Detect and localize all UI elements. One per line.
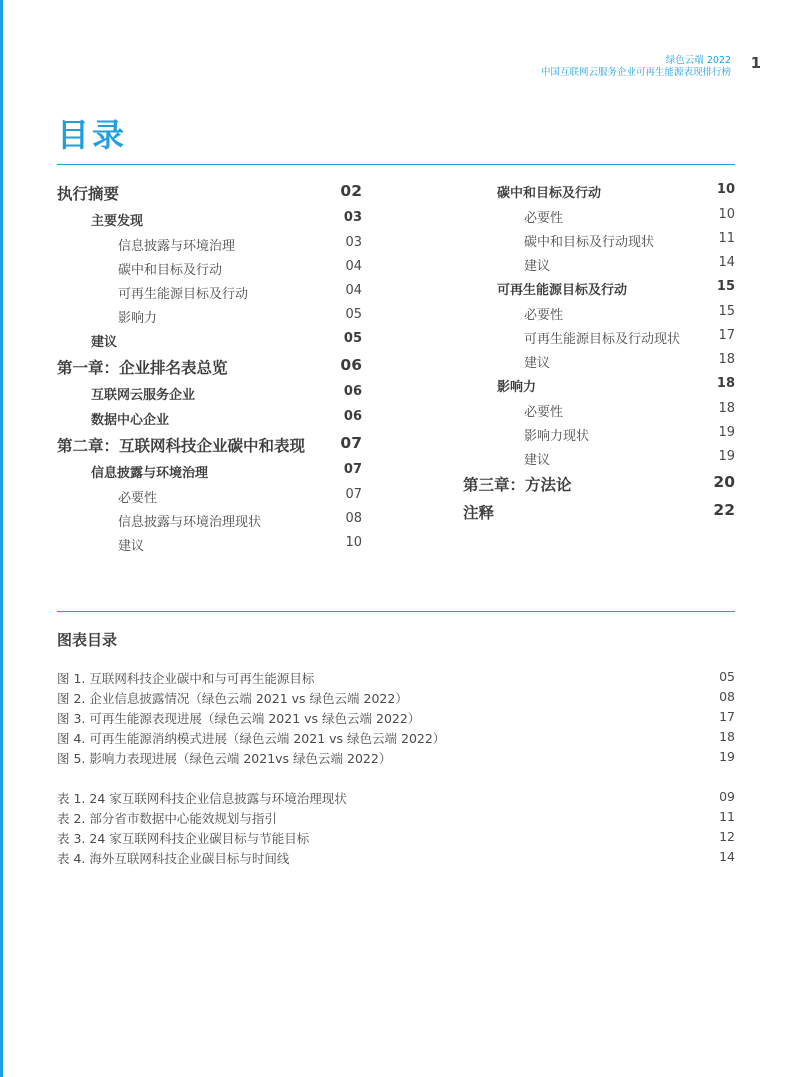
toc-entry[interactable] [463,373,735,398]
toc-entry-page: 10 [718,207,735,222]
figure-entry-label: 图 1. 互联网科技企业碳中和与可再生能源目标 [57,671,315,686]
toc-entry-label: 建议 [524,356,551,371]
toc-entry[interactable] [463,470,735,498]
toc-entry-label: 可再生能源目标及行动 [118,287,249,302]
toc-entry-label: 第一章：企业排名表总览 [57,359,228,377]
figure-entry[interactable] [57,747,735,767]
toc-entry-page: 05 [345,307,362,322]
toc-entry-label: 信息披露与环境治理现状 [118,515,262,530]
table-entry-label: 表 2. 部分省市数据中心能效规划与指引 [57,811,277,826]
toc-entry[interactable] [463,204,735,228]
toc-entry-label: 第三章：方法论 [463,476,572,494]
toc-entry-page: 15 [718,304,735,319]
toc-entry-page: 04 [345,283,362,298]
toc-entry[interactable] [57,508,362,532]
toc-entry[interactable] [57,256,362,280]
toc-entry[interactable] [57,207,362,232]
toc-entry-page: 15 [716,279,735,294]
toc-entry[interactable] [463,276,735,301]
figure-entry-page: 08 [719,689,735,704]
toc-entry-label: 建议 [524,259,551,274]
toc-entry-label: 建议 [91,335,118,350]
figure-list [57,667,735,767]
toc-entry[interactable] [463,325,735,349]
toc-entry-label: 碳中和目标及行动 [118,263,223,278]
toc-entry-page: 07 [345,487,362,502]
toc-entry-label: 建议 [524,453,551,468]
table-entry[interactable] [57,827,735,847]
toc-entry-page: 10 [345,535,362,550]
table-entry-label: 表 4. 海外互联网科技企业碳目标与时间线 [57,851,290,866]
table-list [57,787,735,867]
toc-entry-label: 互联网云服务企业 [91,388,196,403]
toc-entry-page: 11 [718,231,735,246]
toc-entry-page: 05 [343,331,362,346]
toc-entry-page: 03 [345,235,362,250]
toc-entry[interactable] [463,349,735,373]
toc-entry[interactable] [57,532,362,556]
table-entry[interactable] [57,807,735,827]
running-header [541,55,731,79]
toc-entry[interactable] [463,422,735,446]
toc-entry-page: 14 [718,255,735,270]
toc-entry-page: 10 [716,182,735,197]
title-divider [57,164,735,165]
toc-entry-page: 17 [718,328,735,343]
toc-entry-page: 19 [718,449,735,464]
toc-entry[interactable] [57,459,362,484]
toc-entry-page: 04 [345,259,362,274]
toc-entry-label: 碳中和目标及行动现状 [524,235,655,250]
figure-entry[interactable] [57,667,735,687]
toc-entry[interactable] [57,431,362,459]
toc-entry-label: 注释 [463,504,495,522]
toc-entry[interactable] [463,179,735,204]
left-edge-accent-bar [0,0,3,1077]
figure-entry[interactable] [57,727,735,747]
figure-entry-label: 图 5. 影响力表现进展（绿色云端 2021vs 绿色云端 2022） [57,751,392,766]
figure-entry-label: 图 3. 可再生能源表现进展（绿色云端 2021 vs 绿色云端 2022） [57,711,421,726]
toc-entry-label: 必要性 [118,491,158,506]
toc-entry[interactable] [57,406,362,431]
toc-entry[interactable] [463,446,735,470]
figure-entry-label: 图 4. 可再生能源消纳模式进展（绿色云端 2021 vs 绿色云端 2022） [57,731,446,746]
page-number: 1 [750,54,761,72]
toc-entry-label: 影响力 [118,311,158,326]
figure-entry-page: 05 [719,669,735,684]
toc-entry-label: 影响力 [497,380,537,395]
toc-entry-label: 执行摘要 [57,185,120,203]
toc-entry-page: 02 [340,182,362,200]
toc-entry[interactable] [57,328,362,353]
toc-entry[interactable] [57,353,362,381]
toc-entry[interactable] [463,301,735,325]
table-entry[interactable] [57,787,735,807]
toc-entry-page: 18 [718,401,735,416]
table-entry-page: 14 [719,849,735,864]
toc-entry[interactable] [57,304,362,328]
toc-entry-label: 影响力现状 [524,429,590,444]
toc-entry-label: 主要发现 [91,214,144,229]
toc-entry[interactable] [463,252,735,276]
toc-entry-page: 20 [713,473,735,491]
toc-entry-label: 数据中心企业 [91,413,170,428]
toc-entry[interactable] [463,398,735,422]
toc-entry-label: 可再生能源目标及行动现状 [524,332,681,347]
toc-entry-page: 06 [343,409,362,424]
table-entry[interactable] [57,847,735,867]
toc-entry-label: 必要性 [524,211,564,226]
toc-entry-page: 06 [343,384,362,399]
toc-entry-page: 18 [716,376,735,391]
toc-entry[interactable] [57,232,362,256]
figure-entry-page: 17 [719,709,735,724]
figure-entry[interactable] [57,687,735,707]
toc-entry-page: 06 [340,356,362,374]
toc-right-column [463,179,735,526]
header-report-subtitle: 中国互联网云服务企业可再生能源表现排行榜 [540,67,731,78]
toc-entry[interactable] [57,381,362,406]
toc-entry[interactable] [463,228,735,252]
toc-entry-page: 08 [345,511,362,526]
table-entry-page: 11 [719,809,735,824]
toc-entry[interactable] [463,498,735,526]
figures-section-title: 图表目录 [57,631,118,649]
section-divider [57,611,735,612]
page-title: 目录 [57,116,128,154]
header-report-title: 绿色云端 2022 [665,55,731,66]
toc-entry-page: 19 [718,425,735,440]
toc-entry-label: 碳中和目标及行动 [497,186,602,201]
toc-entry[interactable] [57,280,362,304]
toc-entry-label: 必要性 [524,405,564,420]
toc-entry-page: 07 [343,462,362,477]
toc-entry-label: 信息披露与环境治理 [91,466,209,481]
toc-entry-page: 03 [343,210,362,225]
toc-left-column [57,179,362,556]
toc-entry-label: 第二章：互联网科技企业碳中和表现 [57,437,306,455]
toc-entry-label: 必要性 [524,308,564,323]
toc-entry-page: 07 [340,434,362,452]
toc-entry-label: 建议 [118,539,145,554]
toc-entry[interactable] [57,484,362,508]
table-entry-page: 12 [719,829,735,844]
table-entry-label: 表 3. 24 家互联网科技企业碳目标与节能目标 [57,831,310,846]
toc-entry-label: 可再生能源目标及行动 [497,283,628,298]
figure-entry-label: 图 2. 企业信息披露情况（绿色云端 2021 vs 绿色云端 2022） [57,691,408,706]
table-entry-page: 09 [719,789,735,804]
toc-entry[interactable] [57,179,362,207]
figure-entry-page: 18 [719,729,735,744]
toc-entry-label: 信息披露与环境治理 [118,239,236,254]
figure-entry-page: 19 [719,749,735,764]
table-entry-label: 表 1. 24 家互联网科技企业信息披露与环境治理现状 [57,791,347,806]
figure-entry[interactable] [57,707,735,727]
toc-entry-page: 18 [718,352,735,367]
toc-entry-page: 22 [713,501,735,519]
